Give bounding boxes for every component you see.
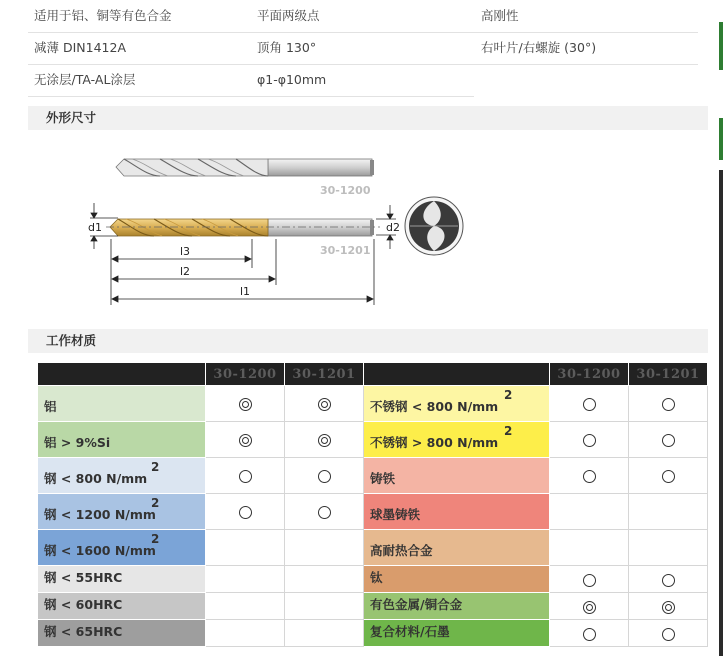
circle-icon <box>662 398 675 411</box>
unit-superscript: 2 <box>151 460 160 474</box>
spec-cell: 顶角 130° <box>257 40 317 55</box>
suitability-cell <box>550 494 629 530</box>
circle-icon <box>583 470 596 483</box>
section-title-shape: 外形尺寸 <box>28 106 708 130</box>
table-header-row <box>38 363 708 386</box>
double-circle-icon <box>239 398 252 411</box>
material-name-cell <box>364 530 550 566</box>
drill-top <box>116 159 374 176</box>
circle-icon <box>583 574 596 587</box>
material-name: 复合材料/石墨 <box>370 624 450 639</box>
header-code: 30-1200 <box>206 363 285 386</box>
drill-bottom <box>106 219 380 236</box>
dim-label-d1: d1 <box>88 221 102 234</box>
materials-table <box>37 362 708 647</box>
dim-label-d2: d2 <box>386 221 400 234</box>
spec-cell: 无涂层/TA-AL涂层 <box>34 72 136 87</box>
material-name-cell <box>38 386 206 422</box>
header-blank <box>364 363 550 386</box>
suitability-cell <box>629 530 708 566</box>
table-row <box>38 458 708 494</box>
circle-icon <box>662 628 675 641</box>
suitability-cell <box>629 620 708 647</box>
material-name: 铸铁 <box>370 471 396 486</box>
suitability-cell <box>550 620 629 647</box>
material-name: 钢 < 800 N/mm <box>44 471 148 486</box>
suitability-cell <box>629 593 708 620</box>
circle-icon <box>662 434 675 447</box>
material-name-cell <box>38 422 206 458</box>
spec-cell: 适用于铝、铜等有色合金 <box>34 8 172 23</box>
material-name-cell <box>364 566 550 593</box>
suitability-cell <box>285 458 364 494</box>
material-name: 球墨铸铁 <box>370 507 421 522</box>
dim-label-l3: l3 <box>180 245 191 258</box>
table-row <box>38 593 708 620</box>
material-name-cell <box>364 620 550 647</box>
material-name-cell <box>364 386 550 422</box>
code-label-bottom: 30-1201 <box>320 244 371 257</box>
suitability-cell <box>550 458 629 494</box>
suitability-cell <box>285 386 364 422</box>
material-name: 钢 < 1200 N/mm <box>44 507 156 522</box>
suitability-cell <box>206 494 285 530</box>
material-name: 钢 < 65HRC <box>44 624 123 639</box>
suitability-cell <box>550 593 629 620</box>
suitability-cell <box>629 494 708 530</box>
suitability-cell <box>285 422 364 458</box>
spec-row <box>28 64 474 97</box>
double-circle-icon <box>318 434 331 447</box>
code-label-top: 30-1200 <box>320 184 371 197</box>
spec-row <box>28 32 698 65</box>
material-name-cell <box>38 458 206 494</box>
suitability-cell <box>285 494 364 530</box>
suitability-cell <box>206 422 285 458</box>
material-name-cell <box>364 422 550 458</box>
circle-icon <box>583 434 596 447</box>
suitability-cell <box>206 386 285 422</box>
suitability-cell <box>285 620 364 647</box>
material-name-cell <box>38 593 206 620</box>
side-accent-bar <box>719 170 723 656</box>
suitability-cell <box>206 620 285 647</box>
header-code: 30-1200 <box>550 363 629 386</box>
material-name-cell <box>364 494 550 530</box>
header-code: 30-1201 <box>629 363 708 386</box>
circle-icon <box>318 506 331 519</box>
material-name: 钢 < 1600 N/mm <box>44 543 156 558</box>
table-row <box>38 620 708 647</box>
circle-icon <box>662 574 675 587</box>
double-circle-icon <box>583 601 596 614</box>
suitability-cell <box>206 458 285 494</box>
material-name: 高耐热合金 <box>370 543 433 558</box>
section-title-materials: 工作材质 <box>28 329 708 353</box>
suitability-cell <box>550 566 629 593</box>
double-circle-icon <box>318 398 331 411</box>
material-name: 有色金属/铜合金 <box>370 597 463 612</box>
side-accent-bar <box>719 22 723 70</box>
material-name-cell <box>38 530 206 566</box>
dim-label-l2: l2 <box>180 265 191 278</box>
spec-cell: 平面两级点 <box>257 8 320 23</box>
material-name: 钢 < 60HRC <box>44 597 123 612</box>
table-row <box>38 494 708 530</box>
material-name-cell <box>38 620 206 647</box>
table-row <box>38 422 708 458</box>
header-blank <box>38 363 206 386</box>
suitability-cell <box>629 422 708 458</box>
suitability-cell <box>550 530 629 566</box>
dim-label-l1: l1 <box>240 285 251 298</box>
side-accent-bar <box>719 118 723 160</box>
double-circle-icon <box>239 434 252 447</box>
material-name: 铝 <box>44 399 57 414</box>
header-code: 30-1201 <box>285 363 364 386</box>
table-row <box>38 386 708 422</box>
spec-row <box>28 0 698 33</box>
spec-cell: 减薄 DIN1412A <box>34 40 126 55</box>
material-name: 钢 < 55HRC <box>44 570 123 585</box>
unit-superscript: 2 <box>504 388 513 402</box>
suitability-cell <box>206 566 285 593</box>
suitability-cell <box>206 530 285 566</box>
suitability-cell <box>285 530 364 566</box>
suitability-cell <box>629 458 708 494</box>
unit-superscript: 2 <box>151 532 160 546</box>
suitability-cell <box>285 593 364 620</box>
spec-cell: φ1-φ10mm <box>257 72 327 87</box>
unit-superscript: 2 <box>504 424 513 438</box>
unit-superscript: 2 <box>151 496 160 510</box>
circle-icon <box>239 470 252 483</box>
circle-icon <box>583 398 596 411</box>
circle-icon <box>239 506 252 519</box>
material-name-cell <box>364 593 550 620</box>
material-name: 铝 > 9%Si <box>44 435 111 450</box>
double-circle-icon <box>662 601 675 614</box>
dimension-l2 <box>111 239 276 285</box>
circle-icon <box>583 628 596 641</box>
suitability-cell <box>629 566 708 593</box>
material-name: 不锈钢 < 800 N/mm <box>370 399 499 414</box>
drill-cross-section <box>405 197 463 255</box>
material-name: 不锈钢 > 800 N/mm <box>370 435 499 450</box>
suitability-cell <box>629 386 708 422</box>
material-name-cell <box>38 494 206 530</box>
circle-icon <box>662 470 675 483</box>
circle-icon <box>318 470 331 483</box>
material-name-cell <box>364 458 550 494</box>
suitability-cell <box>285 566 364 593</box>
material-name: 钛 <box>370 570 383 585</box>
drill-drawing <box>28 133 606 315</box>
drill-diagram <box>28 133 606 315</box>
spec-cell: 高刚性 <box>481 8 519 23</box>
table-row <box>38 530 708 566</box>
spec-cell: 右叶片/右螺旋 (30°) <box>481 40 597 55</box>
suitability-cell <box>206 593 285 620</box>
suitability-cell <box>550 386 629 422</box>
suitability-cell <box>550 422 629 458</box>
table-row <box>38 566 708 593</box>
material-name-cell <box>38 566 206 593</box>
